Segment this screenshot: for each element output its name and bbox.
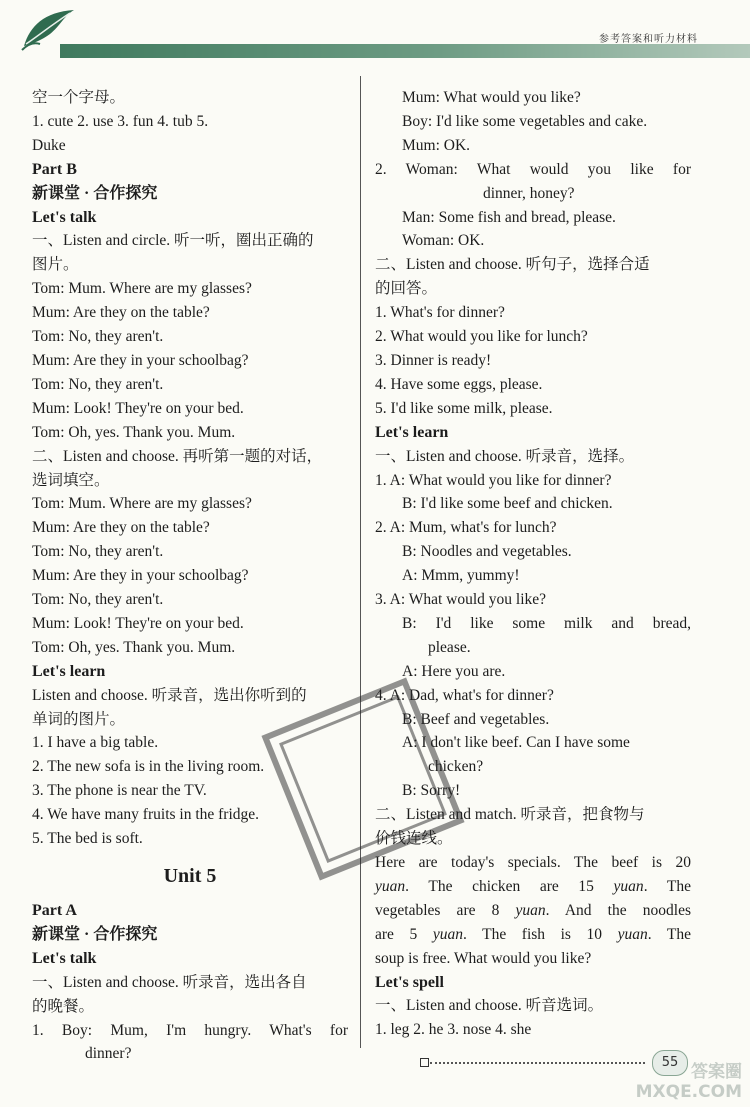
right-line-29: B: Sorry!: [402, 782, 461, 800]
left-line-2: Duke: [32, 136, 66, 154]
left-line-28: 2. The new sofa is in the living room.: [32, 758, 265, 776]
left-line-36: 一、Listen and choose. 听录音，选出各自: [32, 973, 307, 991]
left-line-17: Tom: Mum. Where are my glasses?: [32, 495, 252, 513]
right-line-37: Let's spell: [375, 973, 444, 991]
left-line-1: 1. cute 2. use 3. fun 4. tub 5.: [32, 112, 209, 130]
right-line-22: B: I'd like some milk and bread,: [402, 614, 691, 632]
right-line-7: 二、Listen and choose. 听句子，选择合适: [375, 256, 650, 274]
left-line-16: 选词填空。: [32, 471, 110, 489]
header-title: 参考答案和听力材料: [599, 34, 698, 45]
left-line-24: Let's learn: [32, 662, 106, 680]
right-line-4: dinner, honey?: [483, 184, 575, 202]
page-header: [0, 0, 750, 60]
right-line-33: yuan. The chicken are 15 yuan. The: [375, 877, 691, 895]
left-line-34: 新课堂 · 合作探究: [32, 925, 158, 943]
left-line-12: Tom: No, they aren't.: [32, 375, 164, 393]
header-band: [60, 44, 750, 58]
left-line-31: 5. The bed is soft.: [32, 830, 143, 848]
watermark-line1: 答案圈: [691, 1062, 742, 1082]
right-line-39: 1. leg 2. he 3. nose 4. she: [375, 1021, 532, 1039]
right-line-36: soup is free. What would you like?: [375, 949, 592, 967]
right-line-11: 3. Dinner is ready!: [375, 351, 492, 369]
left-line-4: 新课堂 · 合作探究: [32, 184, 158, 202]
right-line-34: vegetables are 8 yuan. And the noodles: [375, 901, 691, 919]
left-line-9: Mum: Are they on the table?: [32, 304, 210, 322]
right-line-12: 4. Have some eggs, please.: [375, 375, 543, 393]
left-line-27: 1. I have a big table.: [32, 734, 159, 752]
right-line-14: Let's learn: [375, 423, 449, 441]
right-line-19: B: Noodles and vegetables.: [402, 543, 572, 561]
right-line-28: chicken?: [428, 758, 484, 776]
right-line-23: please.: [428, 638, 471, 656]
left-line-19: Tom: No, they aren't.: [32, 543, 164, 561]
right-line-35: are 5 yuan. The fish is 10 yuan. The: [375, 925, 691, 943]
left-line-21: Tom: No, they aren't.: [32, 591, 164, 609]
page-number: 55: [652, 1050, 688, 1076]
right-line-10: 2. What would you like for lunch?: [375, 328, 588, 346]
right-line-17: B: I'd like some beef and chicken.: [402, 495, 613, 513]
right-line-32: Here are today's specials. The beef is 20: [375, 854, 691, 871]
corner-watermark: [600, 1062, 750, 1107]
right-line-38: 一、Listen and choose. 听音选词。: [375, 997, 604, 1015]
left-line-18: Mum: Are they on the table?: [32, 519, 210, 537]
right-line-13: 5. I'd like some milk, please.: [375, 399, 553, 417]
left-line-5: Let's talk: [32, 208, 97, 226]
left-line-3: Part B: [32, 160, 77, 178]
right-line-26: B: Beef and vegetables.: [402, 710, 550, 728]
right-line-3: 2. Woman: What would you like for: [375, 160, 691, 178]
right-line-30: 二、Listen and match. 听录音，把食物与: [375, 806, 645, 824]
left-line-29: 3. The phone is near the TV.: [32, 782, 207, 800]
right-line-0: Mum: What would you like?: [402, 89, 581, 106]
column-divider: [360, 76, 361, 1048]
left-line-22: Mum: Look! They're on your bed.: [32, 614, 244, 632]
right-column: [375, 86, 691, 1042]
left-line-0: 空一个字母。: [32, 89, 126, 106]
left-line-11: Mum: Are they in your schoolbag?: [32, 351, 249, 369]
left-line-38: 1. Boy: Mum, I'm hungry. What's for: [32, 1021, 348, 1039]
right-line-20: A: Mmm, yummy!: [402, 567, 520, 585]
right-line-6: Woman: OK.: [402, 232, 485, 250]
left-line-23: Tom: Oh, yes. Thank you. Mum.: [32, 638, 236, 656]
right-line-18: 2. A: Mum, what's for lunch?: [375, 519, 557, 537]
left-line-15: 二、Listen and choose. 再听第一题的对话，: [32, 447, 323, 465]
left-line-39: dinner?: [85, 1045, 132, 1063]
left-line-14: Tom: Oh, yes. Thank you. Mum.: [32, 423, 236, 441]
footer-square-icon: [420, 1058, 429, 1067]
left-line-6: 一、Listen and circle. 听一听，圈出正确的: [32, 232, 314, 250]
right-line-8: 的回答。: [375, 280, 438, 298]
right-line-24: A: Here you are.: [402, 662, 506, 680]
left-column: [32, 86, 348, 1066]
right-line-1: Boy: I'd like some vegetables and cake.: [402, 112, 648, 130]
right-line-9: 1. What's for dinner?: [375, 304, 505, 322]
right-line-25: 4. A: Dad, what's for dinner?: [375, 686, 554, 704]
left-line-37: 的晚餐。: [32, 997, 95, 1015]
left-line-32: Unit 5: [163, 865, 217, 887]
right-line-5: Man: Some fish and bread, please.: [402, 208, 616, 226]
right-line-31: 价钱连线。: [375, 830, 453, 848]
watermark-line2: MXQE.COM: [635, 1082, 742, 1102]
left-line-33: Part A: [32, 902, 77, 919]
right-line-15: 一、Listen and choose. 听录音，选择。: [375, 447, 635, 465]
right-line-21: 3. A: What would you like?: [375, 591, 547, 609]
left-line-25: Listen and choose. 听录音，选出你听到的: [32, 686, 307, 704]
left-line-13: Mum: Look! They're on your bed.: [32, 399, 244, 417]
left-line-10: Tom: No, they aren't.: [32, 328, 164, 346]
left-line-35: Let's talk: [32, 949, 97, 967]
left-line-26: 单词的图片。: [32, 710, 126, 728]
left-line-8: Tom: Mum. Where are my glasses?: [32, 280, 252, 298]
left-line-30: 4. We have many fruits in the fridge.: [32, 806, 260, 824]
left-line-20: Mum: Are they in your schoolbag?: [32, 567, 249, 585]
right-line-16: 1. A: What would you like for dinner?: [375, 471, 612, 489]
left-line-7: 图片。: [32, 256, 79, 274]
right-line-2: Mum: OK.: [402, 136, 471, 154]
right-line-27: A: I don't like beef. Can I have some: [402, 734, 630, 752]
